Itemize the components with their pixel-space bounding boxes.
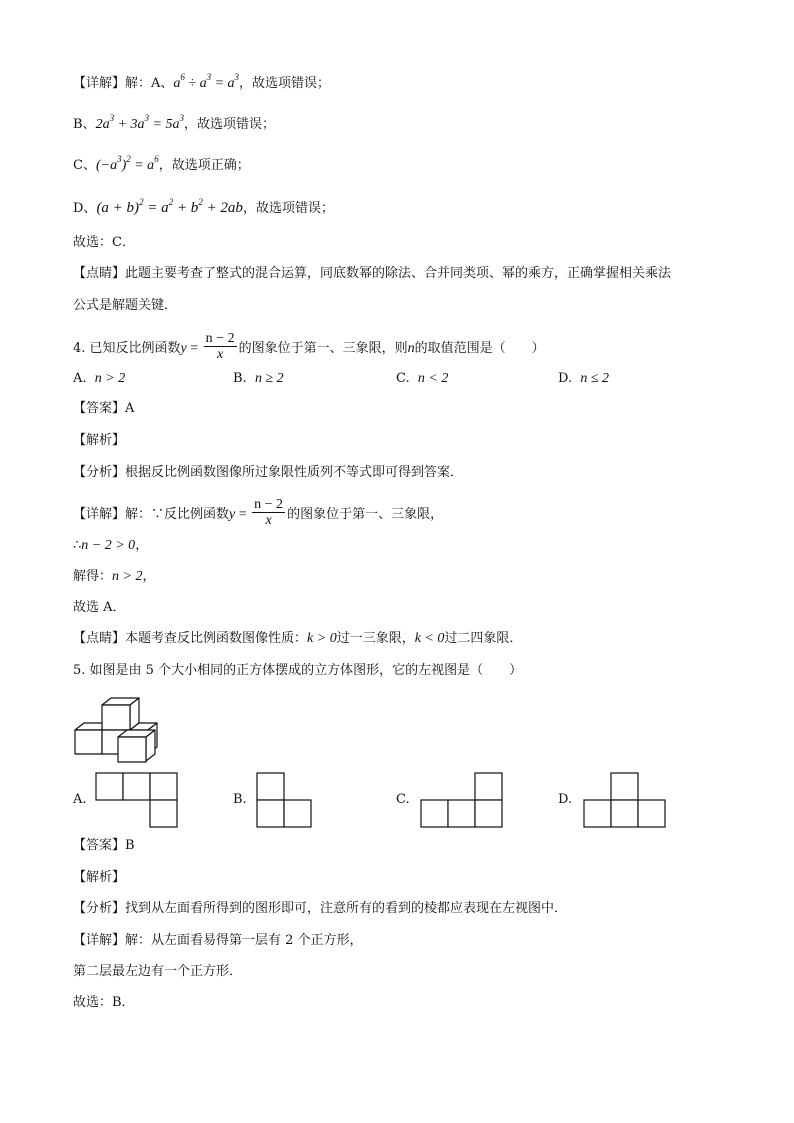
q4-step-1: ∴n − 2 > 0， xyxy=(73,538,149,553)
detail-a-line xyxy=(73,72,331,93)
q5-option-a-figure xyxy=(95,772,179,828)
q5-option-d-label: D. xyxy=(558,792,573,807)
q5-option-a-label: A. xyxy=(73,792,87,807)
q5-jiexi: 【解析】 xyxy=(73,870,126,885)
eq-c: $(-a^3)^2 = a^6$ xyxy=(95,154,159,173)
q5-answer: 【答案】B xyxy=(73,838,135,853)
cube-figure xyxy=(73,694,163,764)
q4-middle: 的图象位于第一、三象限，则 xyxy=(238,341,408,356)
q4-option-d: D. n ≤ 2 xyxy=(558,371,610,386)
q4-suffix: 的取值范围是（ ） xyxy=(414,341,545,356)
detail-d-prefix: D、 xyxy=(73,201,97,216)
q4-fenxi: 【分析】根据反比例函数图像所过象限性质列不等式即可得到答案． xyxy=(73,465,464,480)
q4-option-b: B. n ≥ 2 xyxy=(233,371,284,386)
q4-answer: 【答案】A xyxy=(73,401,135,416)
eq-d: $(a + b)^2 = a^2 + b^2 + 2ab$ xyxy=(96,197,243,216)
dianjing-tag: 【点睛】 xyxy=(73,266,126,281)
cube-figure-svg xyxy=(73,694,163,764)
q4-prefix: 4. 已知反比例函数 xyxy=(73,341,181,356)
detail-b-line xyxy=(73,113,275,134)
eq-b: $2a^3 + 3a^3 = 5a^3$ xyxy=(95,113,184,132)
q4-dianjing: 【点睛】本题考查反比例函数图像性质：k > 0过一三象限，k < 0过二四象限． xyxy=(73,631,523,646)
choose-c: 故选：C． xyxy=(73,235,135,250)
detail-a-suffix: ，故选项错误； xyxy=(239,76,331,91)
detail-tag: 【详解】 xyxy=(73,76,126,91)
q5-option-d-figure xyxy=(583,772,669,828)
detail-d-line xyxy=(73,199,334,218)
detail-c-suffix: ，故选项正确； xyxy=(158,158,250,173)
q4-detail: 【详解】解：∵反比例函数y = $\frac{n - 2}{x}$ 的图象位于第一、三象限， xyxy=(73,497,444,528)
q5-detail-2: 第二层最左边有一个正方形． xyxy=(73,964,243,979)
q5-option-c-figure xyxy=(420,772,506,828)
q4-option-c: C. n < 2 xyxy=(396,371,449,386)
q4-detail-fraction: $\frac{n - 2}{x}$ xyxy=(254,497,284,528)
q5-fenxi: 【分析】找到从左面看所得到的图形即可，注意所有的看到的棱都应表现在左视图中． xyxy=(73,901,568,916)
q5-option-c-label: C. xyxy=(396,792,410,807)
detail-a-prefix: 解：A、 xyxy=(125,76,174,91)
q4-option-a: A. n > 2 xyxy=(73,371,126,386)
q4-step-2: 解得：n > 2， xyxy=(73,569,156,584)
q5-choose: 故选：B． xyxy=(73,995,135,1010)
eq-a: $a^6 \div a^3 = a^3$ xyxy=(173,72,240,91)
q4-choose: 故选 A． xyxy=(73,600,126,615)
q5-option-b-label: B. xyxy=(233,792,247,807)
q4-jiexi: 【解析】 xyxy=(73,433,126,448)
dianjing-line xyxy=(73,265,671,283)
detail-b-prefix: B、 xyxy=(73,117,96,132)
detail-d-suffix: ，故选项错误； xyxy=(242,201,334,216)
dianjing-line-2: 公式是解题关键． xyxy=(73,298,178,313)
detail-b-suffix: ，故选项错误； xyxy=(183,117,275,132)
q4-fraction: $\frac{n - 2}{x}$ xyxy=(205,331,235,362)
q5-option-b-figure xyxy=(256,772,314,828)
question-5: 5. 如图是由 5 个大小相同的正方体摆成的立方体图形，它的左视图是（ ） xyxy=(73,663,523,678)
detail-c-line xyxy=(73,154,250,175)
dianjing-text: 此题主要考查了整式的混合运算，同底数幂的除法、合并同类项、幂的乘方，正确掌握相关乘法 xyxy=(125,266,672,281)
question-4: 4. 已知反比例函数y = $\frac{n - 2}{x}$ 的图象位于第一、三象限，则n的取值范围是（ ） xyxy=(73,331,545,362)
q5-detail: 【详解】解：从左面看易得第一层有 2 个正方形， xyxy=(73,933,363,948)
detail-c-prefix: C、 xyxy=(73,158,96,173)
